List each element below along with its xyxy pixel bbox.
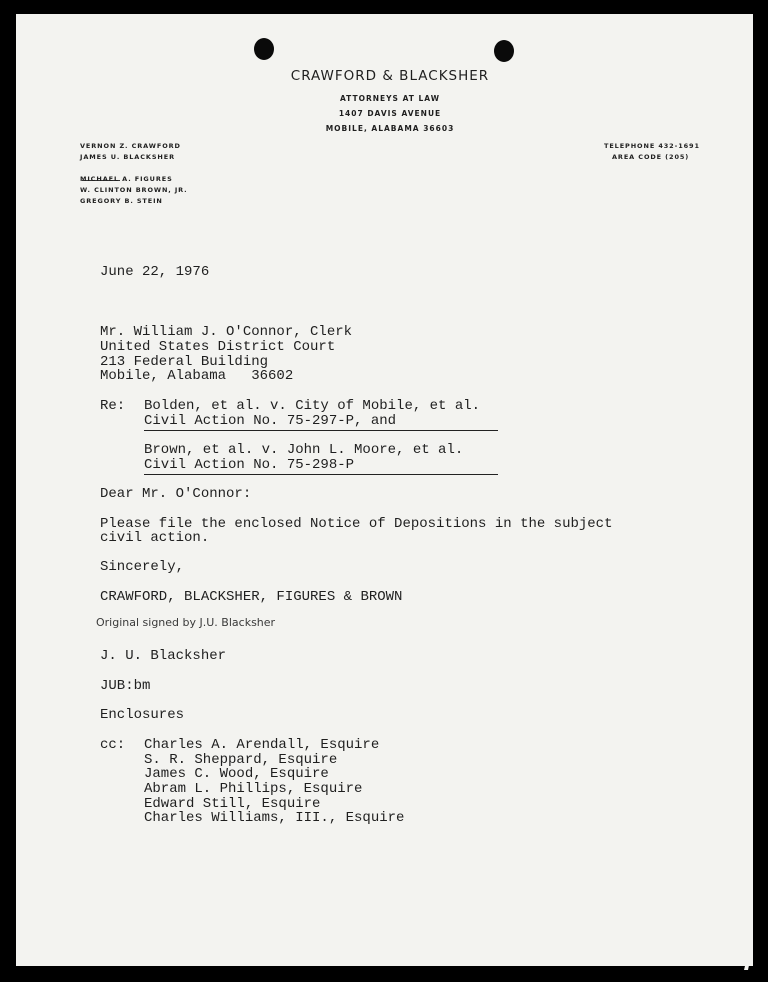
cc-recipient: S. R. Sheppard, Esquire	[144, 752, 338, 768]
letterhead-line-3: MOBILE, ALABAMA 36603	[325, 124, 455, 133]
recipient-line: 213 Federal Building	[100, 354, 269, 370]
cc-recipient: Abram L. Phillips, Esquire	[144, 781, 363, 797]
cc-label: cc:	[100, 737, 126, 753]
cc-recipient: Charles A. Arendall, Esquire	[144, 737, 380, 753]
signer: J. U. Blacksher	[100, 648, 227, 664]
enclosures: Enclosures	[100, 707, 185, 723]
associate-name: GREGORY B. STEIN	[80, 197, 163, 205]
telephone: TELEPHONE 432-1691	[604, 142, 700, 150]
partner-name: VERNON Z. CRAWFORD	[80, 142, 181, 150]
case-1-number: Civil Action No. 75-297-P, and	[144, 414, 498, 431]
cc-recipient: James C. Wood, Esquire	[144, 766, 329, 782]
case-2-title: Brown, et al. v. John L. Moore, et al.	[144, 442, 464, 458]
partner-name: JAMES U. BLACKSHER	[80, 153, 176, 161]
body-line: civil action.	[100, 530, 210, 546]
signed-note: Original signed by J.U. Blacksher	[96, 616, 276, 629]
letterhead-line-1: ATTORNEYS AT LAW	[339, 94, 441, 103]
associate-name: MICHAEL A. FIGURES	[80, 175, 173, 183]
recipient-line: Mobile, Alabama 36602	[100, 368, 294, 384]
closing: Sincerely,	[100, 559, 185, 575]
associate-name: W. CLINTON BROWN, JR.	[80, 186, 188, 194]
salutation: Dear Mr. O'Connor:	[100, 486, 252, 502]
firm-signature: CRAWFORD, BLACKSHER, FIGURES & BROWN	[100, 589, 403, 605]
letter-page	[16, 14, 753, 966]
punch-hole-left	[254, 38, 274, 60]
cc-recipient: Edward Still, Esquire	[144, 796, 321, 812]
page-corner-mark	[740, 948, 754, 970]
recipient-line: United States District Court	[100, 339, 336, 355]
punch-hole-right	[494, 40, 514, 62]
case-1-title: Bolden, et al. v. City of Mobile, et al.	[144, 398, 481, 414]
initials: JUB:bm	[100, 678, 151, 694]
firm-name: CRAWFORD & BLACKSHER	[290, 68, 490, 84]
re-label: Re:	[100, 398, 126, 414]
cc-recipient: Charles Williams, III., Esquire	[144, 810, 405, 826]
recipient-line: Mr. William J. O'Connor, Clerk	[100, 324, 353, 340]
letterhead-line-2: 1407 DAVIS AVENUE	[338, 109, 442, 118]
case-2-number: Civil Action No. 75-298-P	[144, 458, 498, 475]
area-code: AREA CODE (205)	[612, 153, 690, 161]
body-line: Please file the enclosed Notice of Depositions in the subject	[100, 516, 613, 532]
letter-date: June 22, 1976	[100, 264, 210, 280]
